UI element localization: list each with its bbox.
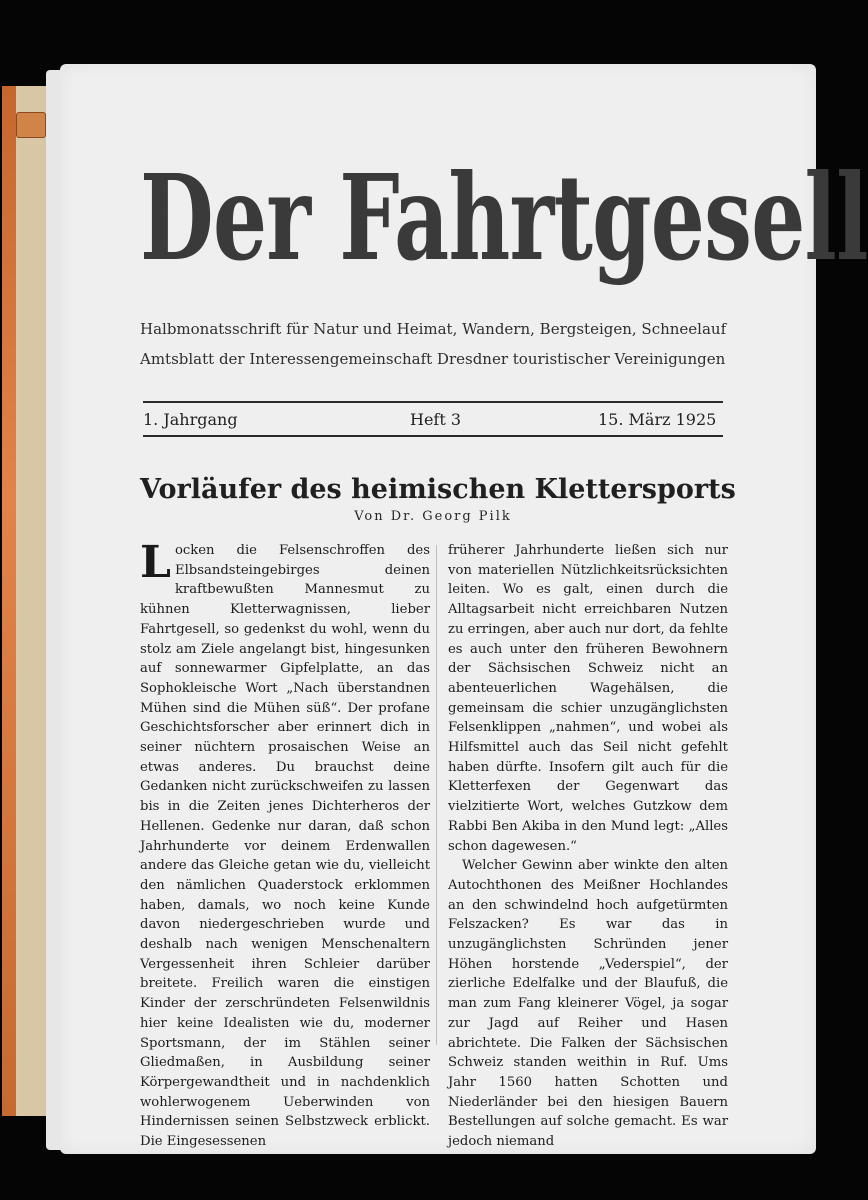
article-title: Vorläufer des heimischen Klettersports <box>140 474 736 505</box>
date-label: 15. März 1925 <box>598 410 717 429</box>
journal-subtitle: Halbmonatsschrift für Natur und Heimat, Wandern, Bergsteigen, Schneelauf <box>140 320 727 338</box>
publisher-line: Amtsblatt der Interessengemeinschaft Dresdner touristischer Vereinigungen <box>140 350 726 368</box>
drop-cap: L <box>140 537 171 588</box>
journal-title: Der Fahrtgesell <box>140 148 868 287</box>
masthead <box>140 130 868 305</box>
article-column-left <box>140 537 430 1150</box>
volume-label: 1. Jahrgang <box>143 410 238 429</box>
column-divider <box>436 545 437 1045</box>
issue-label: Heft 3 <box>410 410 462 429</box>
bookmark-ribbon <box>16 112 46 138</box>
top-rule <box>143 401 723 403</box>
left-column-text: ocken die Felsenschroffen des Elbsandsteingebirges deinen kraftbewußten Mannesmut zu kühnen Kletterwagnissen, lieber Fahrtgesell, so gedenkst du wohl, wenn du stolz am Ziele angelangt bist, hingesunken auf sonnewarmer Gipfelplatte, an das Sophokleische Wort „Nach überstandnen Mühen sind die Mühen süß“. Der profane Geschichtsforscher aber erinnert dich in seiner nüchtern prosaischen Weise an etwas anderes. Du brauchst deine Gedanken nicht zurückschweifen zu lassen bis in die Zeiten jenes Dichterheros der Hellenen. Gedenke nur daran, daß schon Jahrhunderte vor deinem Erdenwallen andere das Gleiche getan wie du, vielleicht den nämlichen Quaderstock erklommen haben, damals, wo noch keine Kunde davon niedergeschrieben wurde und deshalb nach wenigen Menschenaltern Vergessenheit ihren Schleier darüber breitete. Freilich waren die einstigen Kinder der zerschründeten Felsenwildnis hier keine Idealisten wie du, moderner Sportsmann, der im Stählen seiner Gliedmaßen, in Ausbildung seiner Körpergewandtheit und in nachdenklich wohlerwogenem Ueberwinden von Hindernissen seinen Selbstzweck erblickt. Die Eingesessenen <box>140 543 430 1150</box>
binder-spine <box>2 86 16 1116</box>
article-column-right <box>448 541 728 1150</box>
right-column-paragraph-2: Welcher Gewinn aber winkte den alten Autochthonen des Meißner Hochlandes an den schwindelnd hoch aufgetürmten Felszacken? Es war das in unzugänglichsten Schründen jener Höhen horstende „Vederspiel“, der zierliche Edelfalke und der Blaufuß, die man zum Fang kleinerer Vögel, ja sogar zur Jagd auf Reiher und Hasen abrichtete. Die Falken der Sächsischen Schweiz standen weithin in Ruf. Ums Jahr 1560 hatten Schotten und Niederländer bei den hiesigen Bauern Bestellungen auf solche gemacht. Es war jedoch niemand <box>448 858 728 1150</box>
right-column-paragraph-1: früherer Jahrhunderte ließen sich nur von materiellen Nützlichkeitsrücksichten leiten. Wo es galt, einen durch die Alltagsarbeit nicht erreichbaren Nutzen zu erringen, aber auch nur dort, da fehlte es auch unter den früheren Bewohnern der Sächsischen Schweiz nicht an abenteuerlichen Wagehälsen, die gemeinsam die schier unzugänglichsten Felsenklippen „nahmen“, und wobei als Hilfsmittel auch das Seil nicht gefehlt haben dürfte. Insofern gilt auch für die Kletterfexen der Gegenwart das vielzitierte Wort, welches Gutzkow dem Rabbi Ben Akiba in den Mund legt: „Alles schon dagewesen.“ <box>448 543 728 854</box>
article-byline: Von Dr. Georg Pilk <box>354 509 512 524</box>
bottom-rule <box>143 435 723 437</box>
